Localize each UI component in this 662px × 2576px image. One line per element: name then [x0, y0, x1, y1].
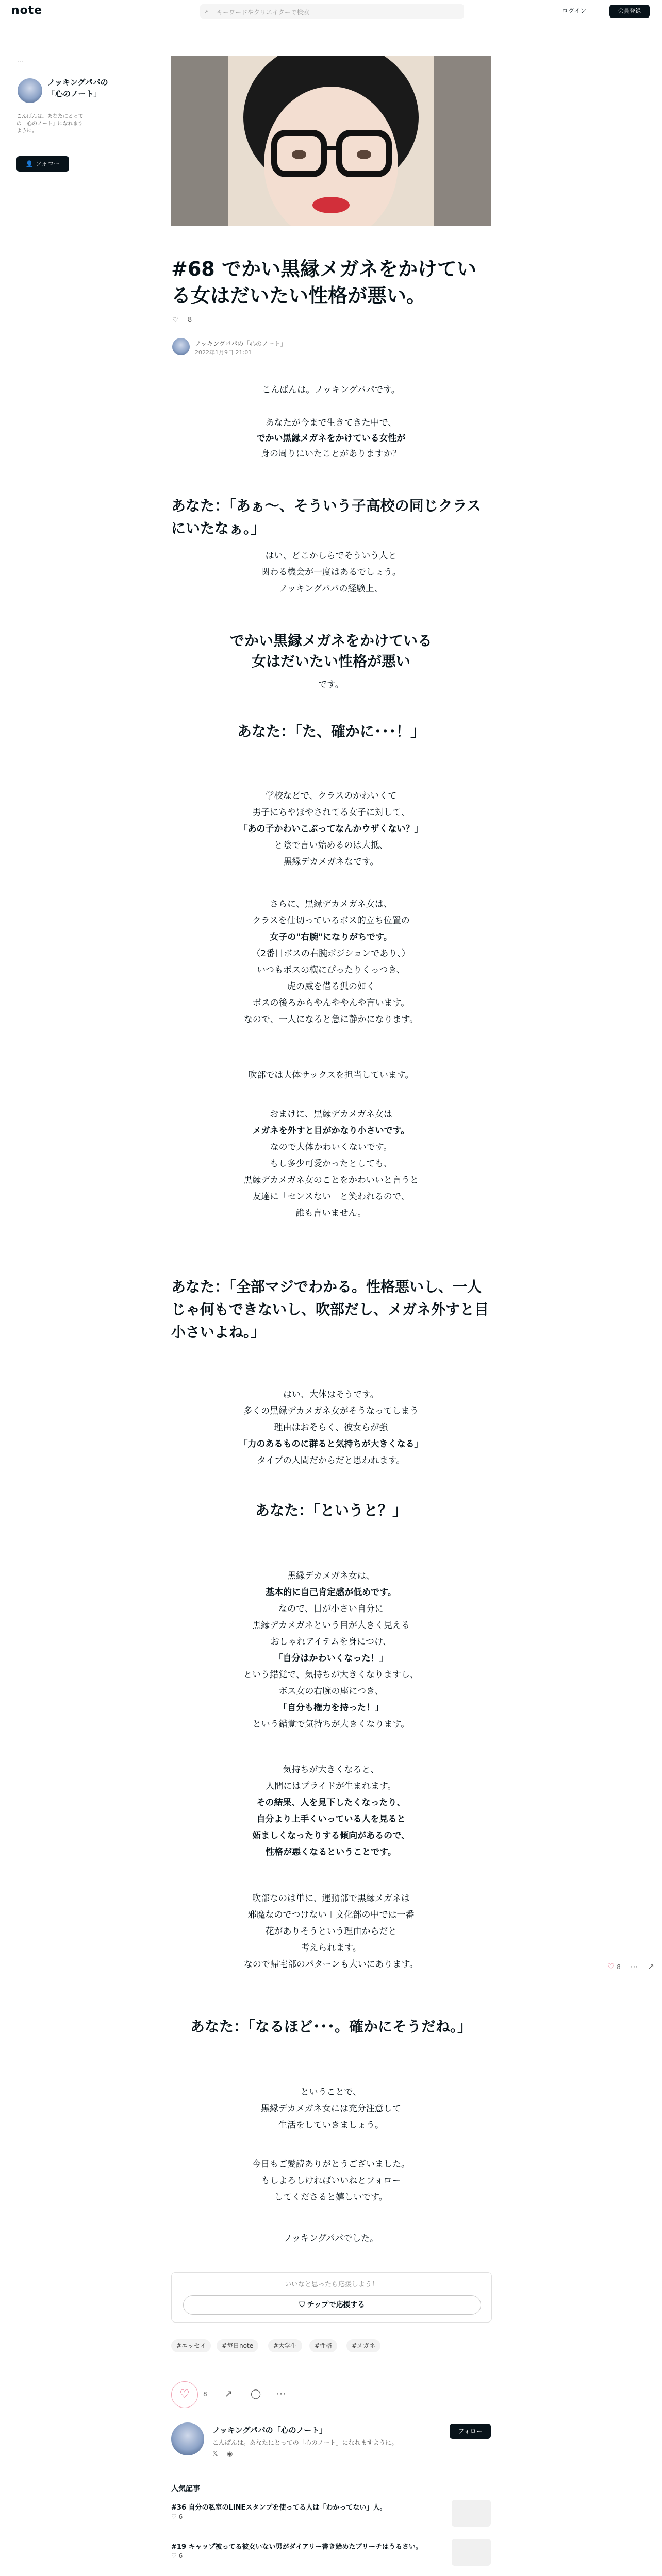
search-input[interactable] — [200, 4, 464, 19]
paragraph: 理由はおそらく、彼女らが強 — [274, 1422, 388, 1433]
paragraph: 考えられます。 — [301, 1943, 361, 1953]
paragraph: 人間にはプライドが生まれます。 — [266, 1781, 396, 1791]
paragraph: 関わる機会が一度はあるでしょう。 — [261, 567, 401, 578]
float-like-count: 8 — [617, 1963, 621, 1971]
author-card-desc: こんばんは。あなたにとっての「心のノート」になれますように。 — [212, 2439, 398, 2446]
signup-button[interactable]: 会員登録 — [609, 5, 650, 18]
paragraph-bold: 自分より上手くいっている人を見ると — [256, 1814, 406, 1824]
avatar[interactable] — [18, 78, 42, 103]
publish-date: 2022年1月9日 21:01 — [195, 349, 252, 356]
author-card-name[interactable]: ノッキングパパの「心のノート」 — [212, 2426, 327, 2435]
paragraph: という錯覚で、気持ちが大きくなりますし、 — [243, 1670, 419, 1680]
paragraph-bold: 性格が悪くなるということです。 — [266, 1847, 396, 1857]
paragraph: 友達に「センスない」と笑われるので、 — [252, 1192, 410, 1202]
follow-button[interactable] — [16, 156, 69, 172]
paragraph: 吹部では大体サックスを担当しています。 — [248, 1070, 414, 1080]
tag[interactable]: #エッセイ — [171, 2339, 211, 2352]
paragraph: と陰で言い始めるのは大抵、 — [274, 840, 388, 851]
thesis-heading-2: 女はだいたい性格が悪い — [251, 653, 410, 670]
like-count: 8 — [188, 316, 192, 324]
tag[interactable]: #メガネ — [346, 2339, 380, 2352]
paragraph: （2番目ボスの右腕ポジションであり、） — [252, 948, 410, 959]
tag[interactable]: #大学生 — [268, 2339, 302, 2352]
paragraph: なので、目が小さい自分に — [278, 1604, 384, 1614]
paragraph-bold: でかい黒縁メガネをかけている女性が — [256, 433, 406, 444]
paragraph: もしよろしければいいねとフォロー — [261, 2176, 401, 2186]
profile-name-1[interactable]: ノッキングパパの — [47, 78, 108, 87]
paragraph-bold: その結果、人を見下したくなったり、 — [256, 1798, 406, 1808]
search-icon: ⌕ — [205, 7, 209, 15]
popular-likes-value: 6 — [178, 2552, 183, 2560]
paragraph: 黒縁デカメガネという目が大きく見える — [252, 1620, 410, 1631]
paragraph: です。 — [318, 680, 344, 690]
paragraph: ボスの後ろからやんややんや言います。 — [252, 998, 410, 1008]
paragraph: ノッキングパパの経験上、 — [279, 584, 383, 594]
header — [0, 0, 662, 23]
paragraph: いつもボスの横にぴったりくっつき、 — [257, 965, 405, 975]
search-placeholder: キーワードやクリエイターで検索 — [217, 9, 309, 16]
x-icon[interactable]: 𝕏 — [212, 2450, 218, 2458]
like-icon[interactable]: ♡ — [172, 316, 178, 324]
popular-item-thumb[interactable] — [452, 2539, 491, 2566]
paragraph: 学校などで、クラスのかわいくて — [265, 791, 397, 801]
follow-label: フォロー — [35, 160, 60, 167]
tip-button[interactable] — [183, 2295, 481, 2315]
paragraph: ボス女の右腕の座につき、 — [278, 1686, 384, 1697]
paragraph: という錯覚で気持ちが大きくなります。 — [252, 1719, 410, 1730]
sidebar-badge: … — [18, 57, 24, 64]
paragraph-bold: 「あの子かわいこぶってなんかウザくない？」 — [239, 824, 423, 834]
paragraph: タイプの人間だからだと思われます。 — [257, 1455, 405, 1466]
paragraph: 花がありそうという理由からだと — [265, 1926, 397, 1937]
dialogue-heading: あなた：「なるほど･･･。確かにそうだね。」 — [190, 2018, 472, 2035]
popular-heading: 人気記事 — [171, 2485, 200, 2493]
popular-item-title[interactable]: #19 キャップ被ってる彼女いない男がダイアリー書き始めたブリーチはうるさい。 — [171, 2543, 422, 2551]
paragraph: 虎の威を借る狐の如く — [287, 981, 375, 992]
dialogue-heading: あなた：「た、確かに･･･！」 — [237, 723, 425, 740]
paragraph: 黒縁デカメガネ女は、 — [287, 1571, 375, 1581]
paragraph: なので帰宅部のパターンも大いにあります。 — [243, 1959, 419, 1970]
float-more-icon[interactable]: ⋯ — [630, 1962, 638, 1971]
more-icon[interactable]: ⋯ — [276, 2388, 286, 2399]
tip-label: チップで応援する — [307, 2301, 365, 2309]
author-name-small[interactable]: ノッキングパパの「心のノート」 — [195, 340, 287, 347]
paragraph: 黒縁デカメガネなです。 — [283, 857, 379, 867]
paragraph: クラスを仕切っているボス的立ち位置の — [252, 916, 410, 926]
paragraph: 今日もご愛読ありがとうございました。 — [252, 2159, 410, 2170]
profile-name-2[interactable]: 「心のノート」 — [47, 89, 102, 98]
popular-item-thumb[interactable] — [452, 2500, 491, 2527]
login-link[interactable]: ログイン — [562, 7, 587, 14]
paragraph: ノッキングパパでした。 — [284, 2233, 378, 2244]
paragraph: 黒縁デカメガネ女のことをかわいいと言うと — [243, 1175, 419, 1185]
paragraph: してくださると嬉しいです。 — [274, 2192, 388, 2202]
support-text: いいなと思ったら応援しよう！ — [284, 2281, 378, 2289]
hero-illustration — [171, 56, 491, 226]
floating-actions — [607, 1962, 654, 1971]
note-logo[interactable]: note — [11, 4, 43, 17]
paragraph: 邪魔なのでつけない＋文化部の中では一番 — [247, 1910, 415, 1920]
dialogue-heading: あなた：「あぁ〜、そういう子高校の同じクラスにいたなぁ。」 — [171, 497, 481, 537]
paragraph: なので大体かわいくないです。 — [270, 1142, 392, 1153]
thesis-heading-1: でかい黒縁メガネをかけている — [229, 632, 432, 649]
paragraph: 気持ちが大きくなると、 — [283, 1765, 379, 1775]
support-box — [171, 2272, 492, 2323]
author-avatar-small[interactable] — [172, 338, 190, 355]
dialogue-heading: あなた：「というと？」 — [255, 1502, 407, 1519]
paragraph: さらに、黒縁デカメガネ女は、 — [270, 899, 392, 909]
heart-icon: ♡ — [179, 2388, 190, 2401]
paragraph: 黒縁デカメガネ女には充分注意して — [261, 2104, 401, 2114]
paragraph: はい、大体はそうです。 — [283, 1389, 379, 1400]
comment-icon[interactable]: ◯ — [251, 2388, 261, 2399]
like-button[interactable] — [171, 2381, 198, 2408]
like-count-bottom: 8 — [203, 2391, 207, 2398]
paragraph: 生活をしていきましょう。 — [278, 2120, 384, 2130]
follow-icon: 👤 — [25, 160, 34, 167]
paragraph: なので、一人になると急に静かになります。 — [243, 1014, 419, 1025]
paragraph-bold: 「自分はかわいくなった！」 — [274, 1653, 388, 1664]
paragraph-bold: 「力のあるものに群ると気持ちが大きくなる」 — [239, 1439, 423, 1449]
rss-icon[interactable]: ◉ — [227, 2450, 233, 2458]
float-heart-icon[interactable]: ♡ — [607, 1962, 615, 1971]
paragraph: あなたが今まで生きてきた中で、 — [265, 418, 397, 428]
tag[interactable]: #毎日note — [217, 2339, 258, 2352]
paragraph-bold: 「自分も権力を持った！」 — [278, 1703, 384, 1713]
paragraph: 身の周りにいたことがありますか？ — [261, 449, 401, 459]
paragraph: おまけに、黒縁デカメガネ女は — [270, 1109, 392, 1120]
paragraph-bold: 基本的に自己肯定感が低めです。 — [266, 1587, 396, 1598]
paragraph: おしゃれアイテムを身につけ、 — [270, 1637, 392, 1647]
paragraph-bold: メガネを外すと目がかなり小さいです。 — [252, 1126, 410, 1136]
popular-item-likes: ♡ 6 — [171, 2513, 183, 2520]
share-icon[interactable]: ↗ — [225, 2388, 233, 2399]
popular-likes-value: 6 — [178, 2513, 183, 2520]
popular-item-likes: ♡ 6 — [171, 2552, 183, 2560]
dialogue-heading: あなた：「全部マジでわかる。性格悪いし、一人じゃ何もできないし、吹部だし、メガネ外すと目小さいよね。」 — [171, 1278, 489, 1341]
hero-image — [171, 56, 491, 226]
paragraph: もし多少可愛かったとしても、 — [270, 1159, 392, 1169]
author-follow-button[interactable]: フォロー — [450, 2424, 491, 2439]
paragraph: 多くの黒縁デカメガネ女がそうなってしまう — [243, 1406, 419, 1416]
paragraph: 吹部なのは単に、運動部で黒縁メガネは — [252, 1893, 410, 1904]
paragraph: はい、どこかしらでそういう人と — [265, 551, 397, 561]
float-share-icon[interactable]: ↗ — [648, 1962, 655, 1971]
paragraph: ということで、 — [300, 2087, 362, 2097]
paragraph: こんばんは。ノッキングパパです。 — [262, 385, 400, 395]
paragraph-bold: 妬ましくなったりする傾向があるので、 — [252, 1831, 410, 1841]
tip-icon: ⛉ — [299, 2301, 305, 2309]
tag[interactable]: #性格 — [309, 2339, 337, 2352]
paragraph-bold: 女子の"右腕"になりがちです。 — [270, 932, 392, 942]
paragraph: 誰も言いません。 — [295, 1208, 367, 1218]
profile-description: こんばんは。あなたにとっての「心のノート」になれますように。 — [16, 114, 84, 134]
article-title: #68 でかい黒縁メガネをかけている女はだいたい性格が悪い。 — [171, 258, 476, 307]
paragraph: 男子にちやほやされてる女子に対して、 — [252, 807, 410, 818]
popular-item-title[interactable]: #36 自分の私室のLINEスタンプを使ってる人は「わかってない」人。 — [171, 2504, 387, 2512]
author-avatar[interactable] — [171, 2422, 204, 2455]
